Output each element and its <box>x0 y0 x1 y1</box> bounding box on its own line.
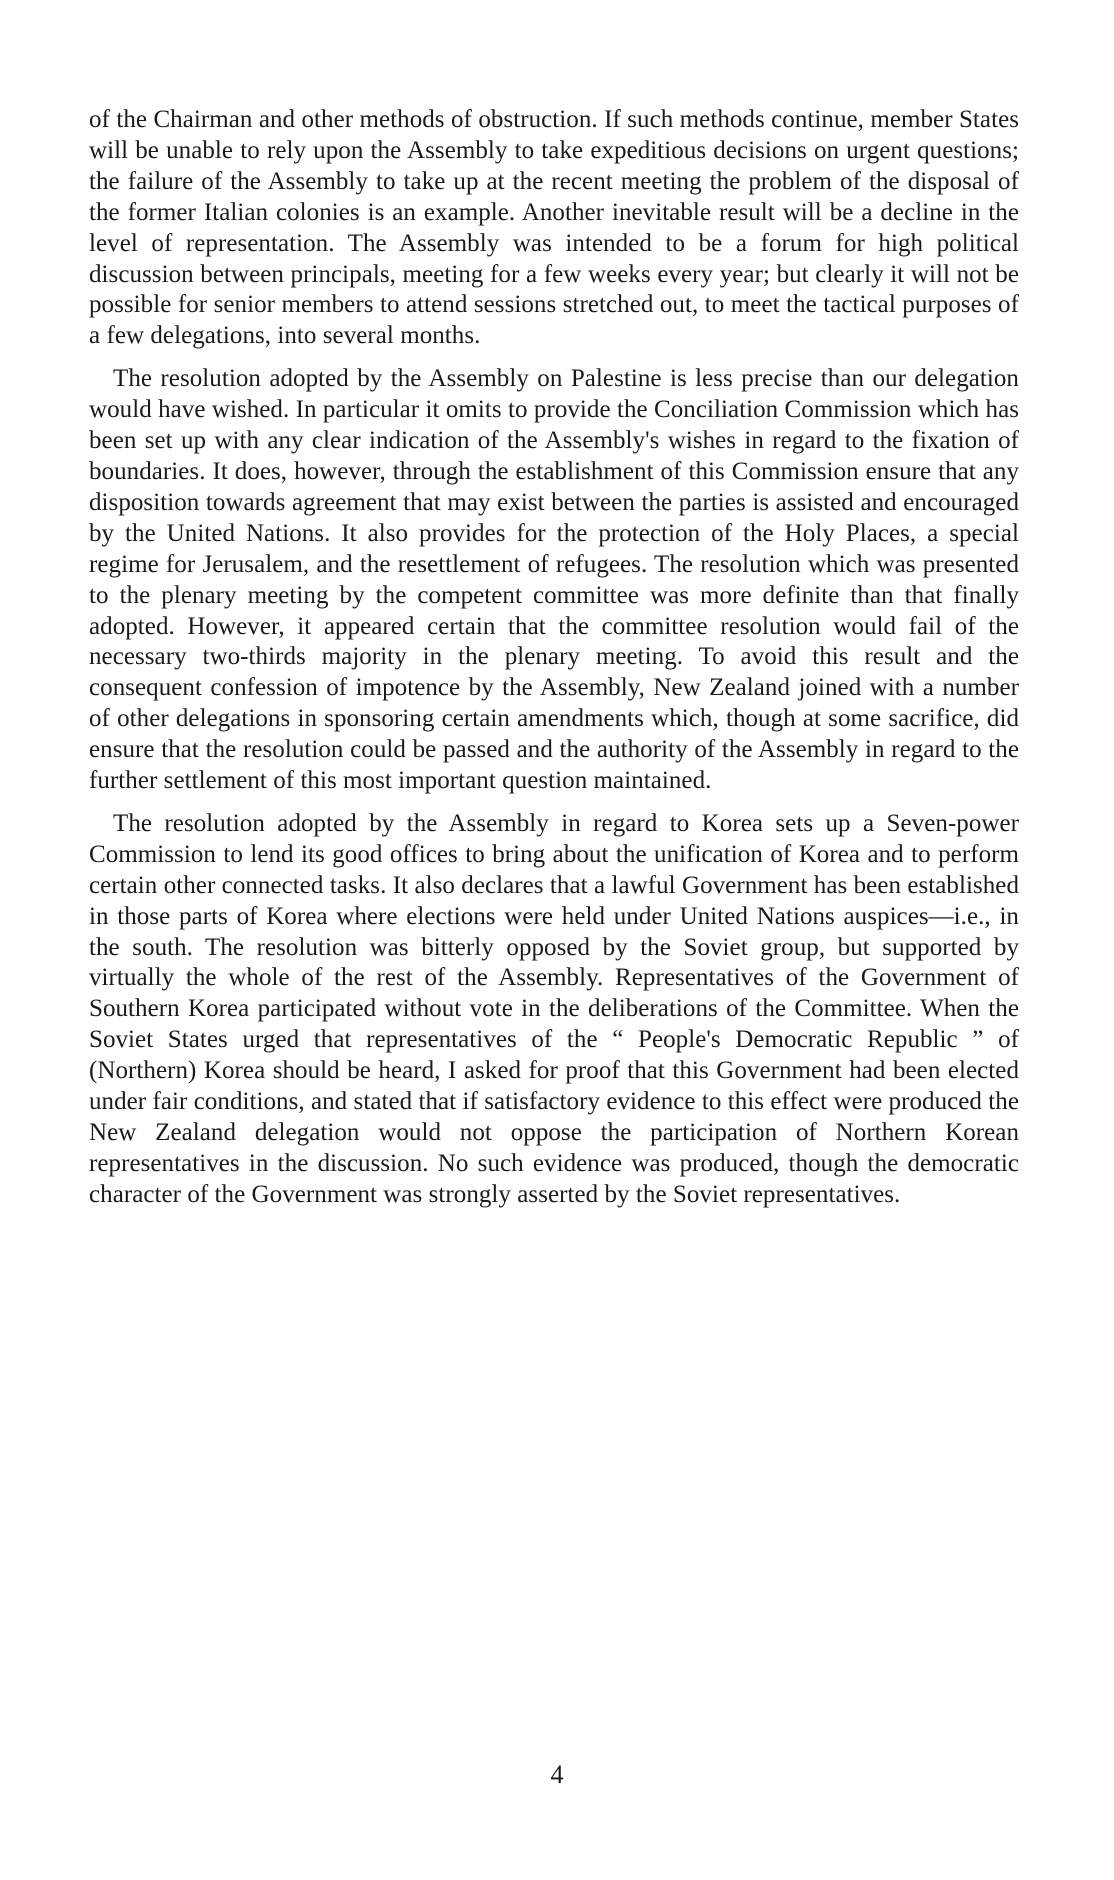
paragraph-palestine: The resolution adopted by the Assembly on Palestine is less precise than our delegation would have wished. In particular it omits to provide the Conciliation Commission which has been set up with any clear indication of the Assembly's wishes in regard to the fixation of boundaries. It does, however, through the establishment of this Commission ensure that any disposition towards agreement that may exist between the parties is assisted and encouraged by the United Nations. It also provides for the protection of the Holy Places, a special regime for Jerusalem, and the resettlement of refugees. The resolution which was presented to the plenary meeting by the competent committee was more definite than that finally adopted. However, it appeared certain that the committee resolution would fail of the necessary two-thirds majority in the plenary meeting. To avoid this result and the consequent confession of impotence by the Assembly, New Zealand joined with a number of other delegations in sponsoring certain amendments which, though at some sacrifice, did ensure that the resolution could be passed and the authority of the Assembly in regard to the further settlement of this most important question maintained. <box>89 365 1019 795</box>
paragraph-korea: The resolution adopted by the Assembly in regard to Korea sets up a Seven-power Commission to lend its good offices to bring about the unification of Korea and to perform certain other connected tasks. It also declares that a lawful Government has been established in those parts of Korea where elections were held under United Nations auspices—i.e., in the south. The resolution was bitterly opposed by the Soviet group, but supported by virtually the whole of the rest of the Assembly. Representatives of the Government of Southern Korea participated without vote in the deliberations of the Committee. When the Soviet States urged that representatives of the “ People's Democratic Republic ” of (Northern) Korea should be heard, I asked for proof that this Government had been elected under fair conditions, and stated that if satisfactory evidence to this effect were produced the New Zealand delegation would not oppose the participation of Northern Korean representatives in the discussion. No such evidence was produced, though the democratic character of the Government was strongly asserted by the Soviet representatives. <box>89 809 1019 1208</box>
page-number: 4 <box>550 1760 564 1789</box>
body-text <box>89 105 1019 1223</box>
paragraph-continuation: of the Chairman and other methods of obstruction. If such methods continue, member States will be unable to rely upon the Assembly to take expeditious decisions on urgent questions; the failure of the Assembly to take up at the recent meeting the problem of the disposal of the former Italian colonies is an example. Another inevitable result will be a decline in the level of representation. The Assembly was intended to be a forum for high political discussion between principals, meeting for a few weeks every year; but clearly it will not be possible for senior members to attend sessions stretched out, to meet the tactical purposes of a few delegations, into several months. <box>89 106 1019 350</box>
